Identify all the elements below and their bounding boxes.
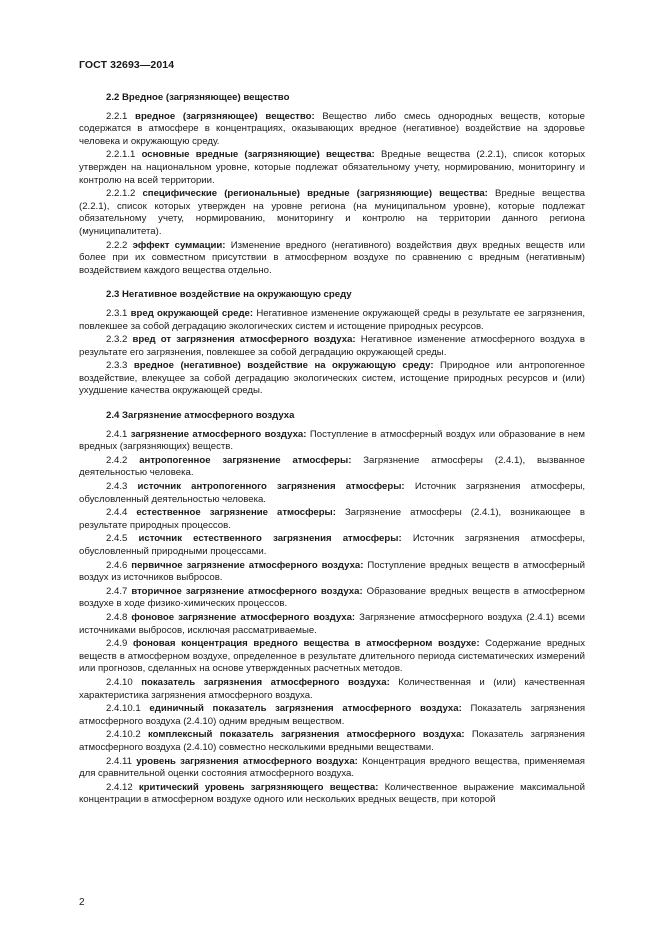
defined-term: специфические (региональные) вредные (загрязняющие) вещества: [142,188,488,200]
defined-term: источник антропогенного загрязнения атмосферы: [137,481,405,493]
definition-paragraph [79,703,585,728]
definition-paragraph [79,586,585,611]
definition-paragraph [79,429,585,454]
defined-term: уровень загрязнения атмосферного воздуха: [136,755,358,767]
clause-number: 2.2.1.1 [106,149,136,161]
definition-text: Негативное изменение окружающей среды в результате ее загрязнения, повлекшее за собой деградацию экологических систем и истощение природных ресурсов. [79,307,585,332]
definition-text: Концентрация вредного вещества, применяемая для сравнительной оценки состояния атмосферного воздуха. [79,755,586,780]
definition-paragraph [79,612,585,637]
clause-number: 2.4.8 [106,611,128,623]
clause-number: 2.2.2 [106,239,128,251]
definition-paragraph [79,729,585,754]
clause-number: 2.2.1.2 [106,188,136,200]
definition-text: Природное или антропогенное воздействие, влекущее за собой деградацию экологических систем, истощение природных ресурсов и (или) ухудшение качества окружающей среды. [79,360,585,397]
definition-text: Содержание вредных веществ в атмосферном воздухе, определенное в результате длительного периода систематических измерений или прогнозов, сделанных на основе утвержденных расчетных методов. [79,638,586,675]
standard-header: ГОСТ 32693—2014 [79,59,175,71]
document-body [79,92,585,808]
defined-term: вред от загрязнения атмосферного воздуха: [132,334,356,346]
definition-paragraph [79,756,585,781]
clause-number: 2.4.2 [106,454,128,466]
defined-term: вредное (негативное) воздействие на окружающую среду: [133,360,434,372]
defined-term: показатель загрязнения атмосферного воздуха: [141,676,390,688]
clause-number: 2.3.2 [106,334,128,346]
defined-term: загрязнение атмосферного воздуха: [130,428,307,440]
section-heading: 2.3 Негативное воздействие на окружающую среду [106,289,352,301]
defined-term: источник естественного загрязнения атмосферы: [138,533,402,545]
definition-paragraph [79,240,585,278]
definition-text: Вещество либо смесь однородных веществ, которые содержатся в атмосфере в концентрациях, оказывающих вредное (негативное) воздействие на здоровье человека и окружающую среду. [79,110,585,147]
defined-term: фоновая концентрация вредного вещества в атмосферном воздухе: [132,638,480,650]
defined-term: вредное (загрязняющее) вещество: [135,110,315,122]
definition-paragraph [79,533,585,558]
definition-text: Негативное изменение атмосферного воздуха в результате его загрязнения, повлекшее за собой деградацию окружающей среды. [79,334,586,358]
definition-text: Загрязнение атмосферы (2.4.1), возникающее в результате природных процессов. [79,507,586,531]
definition-text: Поступление вредных веществ в атмосферный воздух из источников выбросов. [79,559,585,584]
definition-text: Показатель загрязнения атмосферного воздуха (2.4.10) совместно несколькими вредными веществами. [79,729,585,753]
clause-number: 2.4.11 [106,755,132,767]
clause-number: 2.4.3 [106,481,128,493]
clause-number: 2.4.7 [106,585,128,597]
section-heading: 2.4 Загрязнение атмосферного воздуха [106,410,295,422]
definition-paragraph [79,782,585,807]
definition-text: Загрязнение атмосферы (2.4.1), вызванное деятельностью человека. [79,454,585,479]
clause-number: 2.4.10.2 [106,729,141,741]
definition-text: Показатель загрязнения атмосферного воздуха (2.4.10) одним вредным веществом. [79,703,586,727]
definition-paragraph [79,455,585,480]
clause-number: 2.4.10 [106,676,133,688]
definition-text: Изменение вредного (негативного) воздействия двух вредных веществ или более при их совместном присутствии в атмосферном воздухе по сравнению с вредным (негативным) воздействием каждого вещества отдельно. [79,239,585,276]
clause-number: 2.3.1 [106,307,128,319]
defined-term: фоновое загрязнение атмосферного воздуха: [131,611,356,623]
clause-number: 2.3.3 [106,360,128,372]
definition-text: Количественная и (или) качественная характеристика загрязнения атмосферного воздуха. [79,676,585,701]
defined-term: основные вредные (загрязняющие) вещества: [141,149,375,161]
clause-number: 2.4.1 [106,428,128,440]
section-heading: 2.2 Вредное (загрязняющее) вещество [106,92,290,103]
definition-paragraph [79,560,585,585]
definition-text: Загрязнение атмосферного воздуха (2.4.1) всеми источниками выбросов, исключая рассматриваемые. [79,611,586,636]
clause-number: 2.4.4 [106,507,128,519]
defined-term: вторичное загрязнение атмосферного воздуха: [131,585,363,597]
clause-number: 2.2.1 [106,110,128,122]
definition-paragraph [79,149,585,187]
clause-number: 2.4.10.1 [106,703,141,715]
definition-paragraph [79,677,585,702]
definition-paragraph [79,308,585,333]
definition-text: Образование вредных веществ в атмосферном воздухе в ходе физико-химических процессов. [79,585,585,610]
definition-text: Вредные вещества (2.2.1), список которых утвержден на национальном уровне, которые подлежат обязательному учету, нормированию, мониторингу и контролю на всей территории. [79,149,586,186]
defined-term: эффект суммации: [132,239,226,251]
clause-number: 2.4.12 [106,781,133,793]
defined-term: первичное загрязнение атмосферного воздуха: [131,559,364,571]
definition-text: Вредные вещества (2.2.1), список которых утвержден на уровне региона (на муниципальном уровне), которые подлежат обязательному учету, нормированию, мониторингу и контролю на территории данного региона (муниципалитета). [79,188,586,237]
page-number: 2 [79,897,85,908]
definition-text: Источник загрязнения атмосферы, обусловленный природными процессами. [79,533,585,557]
clause-number: 2.4.9 [106,638,128,650]
definition-paragraph [79,334,585,359]
definition-paragraph [79,188,585,238]
defined-term: критический уровень загрязняющего вещества: [138,781,379,793]
definition-paragraph [79,638,585,676]
defined-term: единичный показатель загрязнения атмосферного воздуха: [149,703,462,715]
defined-term: комплексный показатель загрязнения атмосферного воздуха: [147,729,465,741]
definition-text: Поступление в атмосферный воздух или образование в нем вредных (загрязняющих) веществ. [79,428,585,453]
clause-number: 2.4.5 [106,533,128,545]
definition-paragraph [79,481,585,506]
definition-text: Количественное выражение максимальной концентрации в атмосферном воздухе одного или нескольких вредных веществ, при которой [79,781,585,806]
defined-term: вред окружающей среде: [130,307,254,319]
definition-paragraph [79,111,585,149]
defined-term: антропогенное загрязнение атмосферы: [139,454,352,466]
definition-paragraph [79,507,585,532]
definition-text: Источник загрязнения атмосферы, обусловленный деятельностью человека. [79,481,586,505]
definition-paragraph [79,360,585,398]
defined-term: естественное загрязнение атмосферы: [136,507,336,519]
clause-number: 2.4.6 [106,559,128,571]
